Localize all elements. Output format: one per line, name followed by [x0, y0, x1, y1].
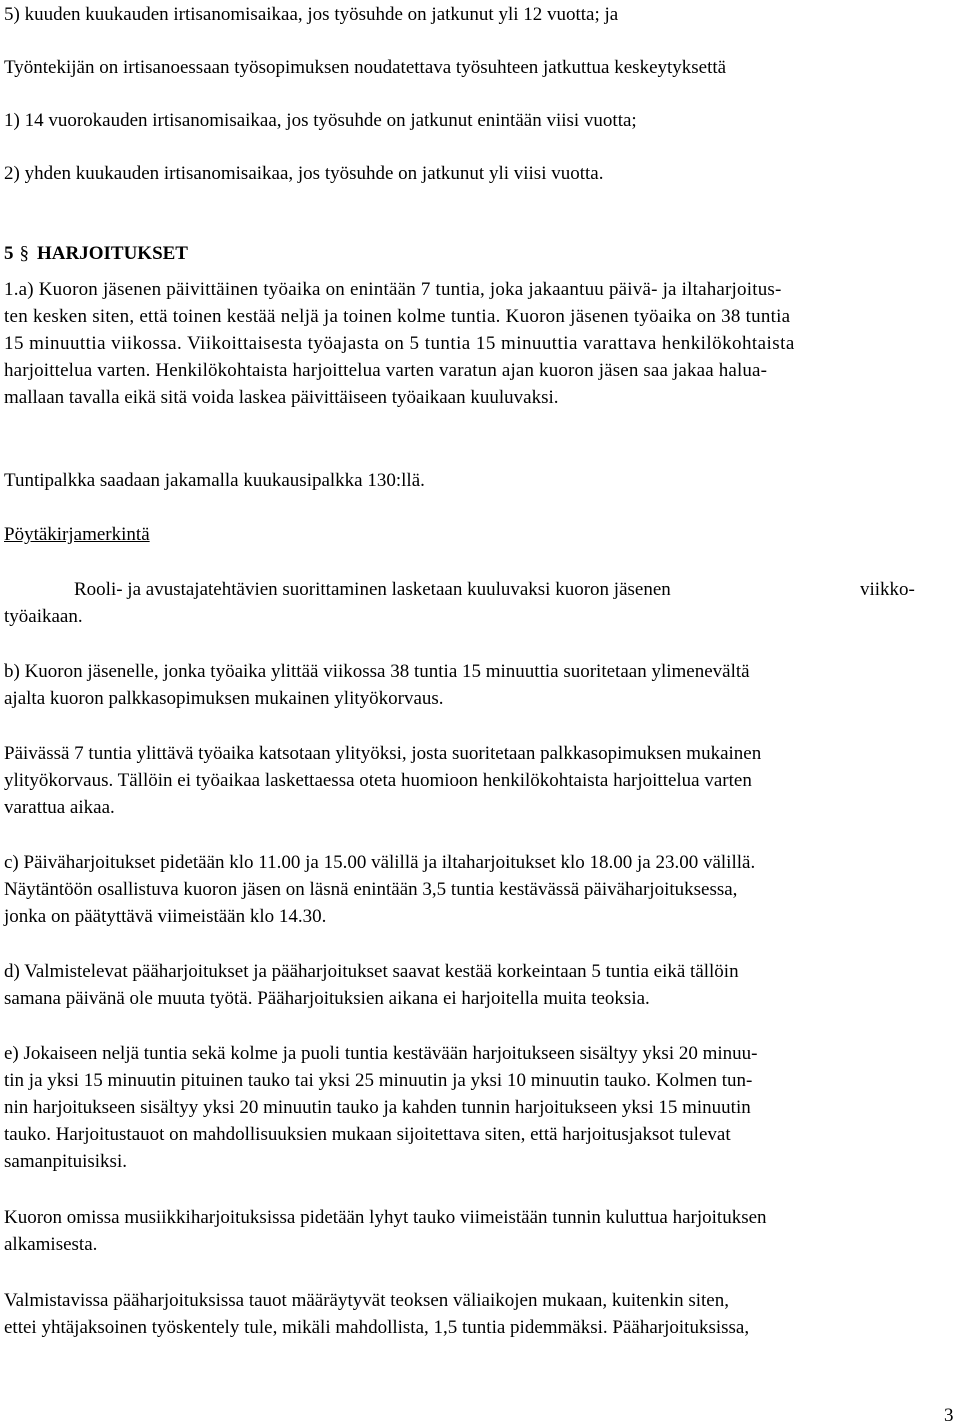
text-line: ajalta kuoron palkkasopimuksen mukainen ylityökorvaus. [4, 688, 444, 709]
page-number: 3 [944, 1405, 954, 1426]
text-line: e) Jokaiseen neljä tuntia sekä kolme ja puoli tuntia kestävään harjoitukseen sisältyy yksi 20 minuu- [4, 1043, 758, 1064]
text-line: 2) yhden kuukauden irtisanomisaikaa, jos työsuhde on jatkunut yli viisi vuotta. [4, 163, 604, 184]
text-line: jonka on päätyttävä viimeistään klo 14.30. [4, 906, 327, 927]
text-line: samana päivänä ole muuta työtä. Pääharjoituksien aikana ei harjoitella muita teoksia. [4, 988, 650, 1009]
text-line: 1.a) Kuoron jäsenen päivittäinen työaika on enintään 7 tuntia, joka jakaantuu päivä- ja iltaharjoitus- [4, 279, 782, 300]
text-line: nin harjoitukseen sisältyy yksi 20 minuutin tauko ja kahden tunnin harjoitukseen yksi 15 minuutin [4, 1097, 751, 1118]
text-line: c) Päiväharjoitukset pidetään klo 11.00 ja 15.00 välillä ja iltaharjoitukset klo 18.00 ja 23.00 välillä. [4, 852, 756, 873]
text-line: 5) kuuden kuukauden irtisanomisaikaa, jos työsuhde on jatkunut yli 12 vuotta; ja [4, 4, 619, 25]
section-symbol: § [19, 243, 29, 264]
text-line: ten kesken siten, että toinen kestää neljä ja toinen kolme tuntia. Kuoron jäsenen työaika on 38 tuntia [4, 306, 791, 327]
text-line: Valmistavissa pääharjoituksissa tauot määräytyvät teoksen väliaikojen mukaan, kuitenkin siten, [4, 1290, 729, 1311]
text-line: tauko. Harjoitustauot on mahdollisuuksien mukaan sijoitettava siten, että harjoitusjaksot tulevat [4, 1124, 731, 1145]
text-line: Kuoron omissa musiikkiharjoituksissa pidetään lyhyt tauko viimeistään tunnin kuluttua harjoituksen [4, 1207, 767, 1228]
text-line: Näytäntöön osallistuva kuoron jäsen on läsnä enintään 3,5 tuntia kestävässä päiväharjoituksessa, [4, 879, 738, 900]
text-line: samanpituisiksi. [4, 1151, 127, 1172]
text-line: alkamisesta. [4, 1234, 98, 1255]
section-title: HARJOITUKSET [37, 243, 188, 264]
note-heading: Pöytäkirjamerkintä [4, 524, 150, 545]
text-line: d) Valmistelevat pääharjoitukset ja pääharjoitukset saavat kestää korkeintaan 5 tuntia eikä tällöin [4, 961, 739, 982]
text-line: ylityökorvaus. Tällöin ei työaikaa laskettaessa oteta huomioon henkilökohtaista harjoittelua varten [4, 770, 752, 791]
text-line: varattua aikaa. [4, 797, 115, 818]
text-line: viikko- [860, 579, 915, 600]
text-line: mallaan tavalla eikä sitä voida laskea päivittäiseen työaikaan kuuluvaksi. [4, 387, 559, 408]
text-line: 1) 14 vuorokauden irtisanomisaikaa, jos työsuhde on jatkunut enintään viisi vuotta; [4, 110, 637, 131]
text-line: b) Kuoron jäsenelle, jonka työaika ylittää viikossa 38 tuntia 15 minuuttia suoritetaan ylimenevältä [4, 661, 750, 682]
text-line: 15 minuuttia viikossa. Viikoittaisesta työajasta on 5 tuntia 15 minuuttia varattava henkilökohtaista [4, 333, 795, 354]
text-line: Tuntipalkka saadaan jakamalla kuukausipalkka 130:llä. [4, 470, 425, 491]
text-line: Päivässä 7 tuntia ylittävä työaika katsotaan ylityöksi, josta suoritetaan palkkasopimuksen mukainen [4, 743, 762, 764]
section-number: 5 [4, 243, 14, 264]
text-line: Työntekijän on irtisanoessaan työsopimuksen noudatettava työsuhteen jatkuttua keskeytyksettä [4, 57, 727, 78]
text-line: työaikaan. [4, 606, 83, 627]
text-line: ettei yhtäjaksoinen työskentely tule, mikäli mahdollista, 1,5 tuntia pidemmäksi. Pääharjoituksissa, [4, 1317, 750, 1338]
section-heading [4, 240, 188, 267]
text-line: harjoittelua varten. Henkilökohtaista harjoittelua varten varatun ajan kuoron jäsen saa jakaa halua- [4, 360, 768, 381]
text-line: tin ja yksi 15 minuutin pituinen tauko tai yksi 25 minuutin ja yksi 10 minuutin tauko. Kolmen tun- [4, 1070, 753, 1091]
text-line: Rooli- ja avustajatehtävien suorittaminen lasketaan kuuluvaksi kuoron jäsenen [74, 579, 671, 600]
